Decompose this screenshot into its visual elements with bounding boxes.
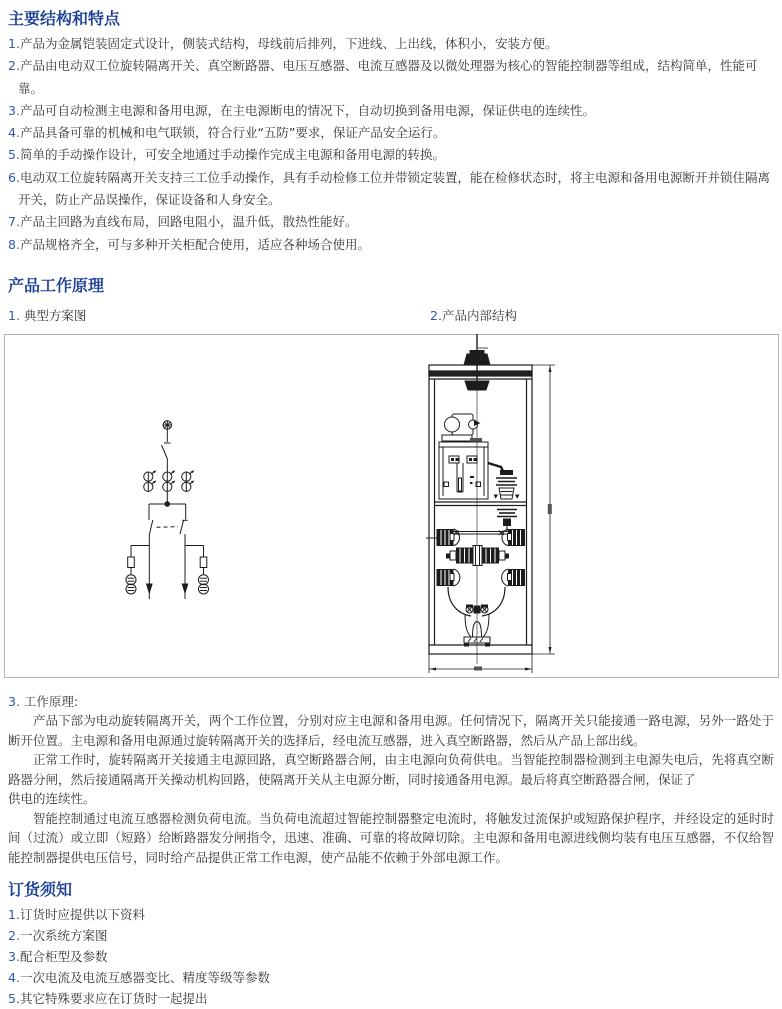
feature-item [8, 55, 774, 100]
working-principle-label: 3. 工作原理: [8, 693, 79, 709]
item-text: 产品主回路为直线布局，回路电阻小，温升低，散热性能好。 [19, 214, 358, 230]
item-text: 产品为金属铠装固定式设计，侧装式结构，母线前后排列，下进线、上出线，体积小，安装方便。 [19, 36, 558, 51]
item-text: 配合柜型及参数 [19, 949, 108, 965]
item-number: 4. [8, 125, 20, 141]
diagram-panel [4, 334, 779, 678]
working-principle-paragraph: 产品下部为电动旋转隔离开关，两个工作位置，分别对应主电源和备用电源。任何情况下，隔离开关只能接通一路电源，另外一路处于断开位置。主电源和备用电源通过旋转隔离开关的选择后，经电流互感器，进入真空断路器，然后从产品上部出线。 [8, 713, 774, 748]
item-number: 1. [8, 36, 20, 51]
ordering-item [8, 946, 774, 967]
item-number: 2. [8, 58, 20, 74]
feature-item [8, 144, 774, 166]
vacuum-breaker-box [439, 442, 488, 499]
lower-side-insulators [437, 569, 526, 586]
item-text: 订货时应提供以下资料 [19, 907, 145, 923]
feature-item [8, 100, 774, 122]
breaker-symbol [162, 443, 171, 458]
item-number: 3. [8, 102, 20, 118]
diagram-captions [0, 306, 782, 322]
middle-horizontal-insulator [446, 545, 509, 565]
feature-item [8, 234, 774, 256]
item-number: 5. [8, 991, 20, 1007]
item-text: 产品规格齐全，可与多种开关柜配合使用，适应各种场合使用。 [19, 236, 370, 252]
item-text: 一次电流及电流互感器变比、精度等级等参数 [19, 970, 270, 986]
changeover-switch-symbol [149, 502, 188, 534]
item-number: 5. [8, 147, 20, 163]
internal-structure-drawing [415, 332, 615, 682]
section-title-principle: 产品工作原理 [8, 275, 105, 295]
ordering-item [8, 925, 774, 946]
feature-item [8, 33, 774, 55]
rotary-switch-mechanism [448, 587, 505, 647]
item-text: 简单的手动操作设计，可安全地通过手动操作完成主电源和备用电源的转换。 [19, 147, 445, 163]
item-number: 1. [8, 907, 20, 923]
main-source-arrow [146, 583, 153, 594]
item-text: 其它特殊要求应在订货时一起提出 [19, 991, 208, 1007]
item-number: 8. [8, 236, 20, 252]
ordering-item [8, 904, 774, 925]
standby-source-arrow [182, 583, 189, 594]
feature-item [8, 122, 774, 144]
caption-internal-structure: 2.产品内部结构 [430, 307, 517, 323]
item-text: 电动双工位旋转隔离开关支持三工位手动操作，具有手动检修工位并带锁定装置，能在检修状态时，将主电源和备用电源断开并锁住隔离开关，防止产品误操作，保证设备和人身安全。 [18, 169, 770, 208]
lower-disc-insulator [497, 509, 517, 531]
document-page [0, 9, 782, 1007]
top-bushing [464, 350, 490, 365]
working-principle-paragraph: 智能控制通过电流互感器检测负荷电流。当负荷电流超过智能控制器整定电流时，将触发过流保护或短路保护程序，并经设定的延时时间（过流）或立即（短路）给断路器发分闸指令，迅速、准确、可靠的将故障切除。主电源和备用电源进线侧均装有电压互感器，不仅给智能控制器提供电压信号，同时给产品提供正常工作电源，使产品能不依赖于外部电源工作。 [8, 810, 774, 865]
section-title-features: 主要结构和特点 [8, 9, 121, 28]
feature-list [8, 33, 774, 256]
operating-mechanism [442, 414, 482, 442]
item-text: 一次系统方案图 [19, 928, 108, 944]
feature-item [8, 167, 774, 212]
section-title-ordering: 订货须知 [8, 880, 73, 900]
item-number: 2. [8, 928, 20, 944]
feature-item [8, 211, 774, 233]
upper-side-insulators [437, 529, 526, 546]
working-principle-paragraph: 正常工作时，旋转隔离开关接通主电源回路，真空断路器合闸，由主电源向负荷供电。当智能控制器检测到主电源失电后，先将真空断路器分闸，然后接通隔离开关操动机构回路，使隔离开关从主电源分断，同时接通备用电源。最后将真空断路器合闸，保证了 [8, 752, 774, 787]
working-principle-paragraph: 供电的连续性。 [8, 791, 96, 807]
dimension-lines [429, 365, 555, 673]
busbar-terminal-symbol [163, 420, 173, 430]
item-number: 3. [8, 949, 20, 965]
voltage-transformer-branches [126, 545, 209, 594]
caption-scheme-diagram: 1. 典型方案图 [8, 307, 87, 323]
item-number: 4. [8, 970, 20, 986]
rotary-post-insulator [488, 463, 520, 499]
typical-scheme-diagram [60, 402, 340, 622]
working-principle-block [8, 692, 774, 868]
item-text: 产品具备可靠的机械和电气联锁，符合行业“五防”要求，保证产品安全运行。 [19, 125, 446, 141]
ordering-item [8, 988, 774, 1009]
ordering-item [8, 967, 774, 988]
item-text: 产品由电动双工位旋转隔离开关、真空断路器、电压互感器、电流互感器及以微处理器为核心的智能控制器等组成，结构简单，性能可靠。 [18, 58, 758, 96]
current-transformer-symbols [144, 471, 194, 492]
item-number: 6. [8, 169, 20, 185]
roof-bushing [465, 381, 489, 390]
item-text: 产品可自动检测主电源和备用电源，在主电源断电的情况下，自动切换到备用电源，保证供电的连续性。 [19, 102, 595, 118]
item-number: 7. [8, 214, 20, 230]
ordering-list [8, 904, 774, 1009]
